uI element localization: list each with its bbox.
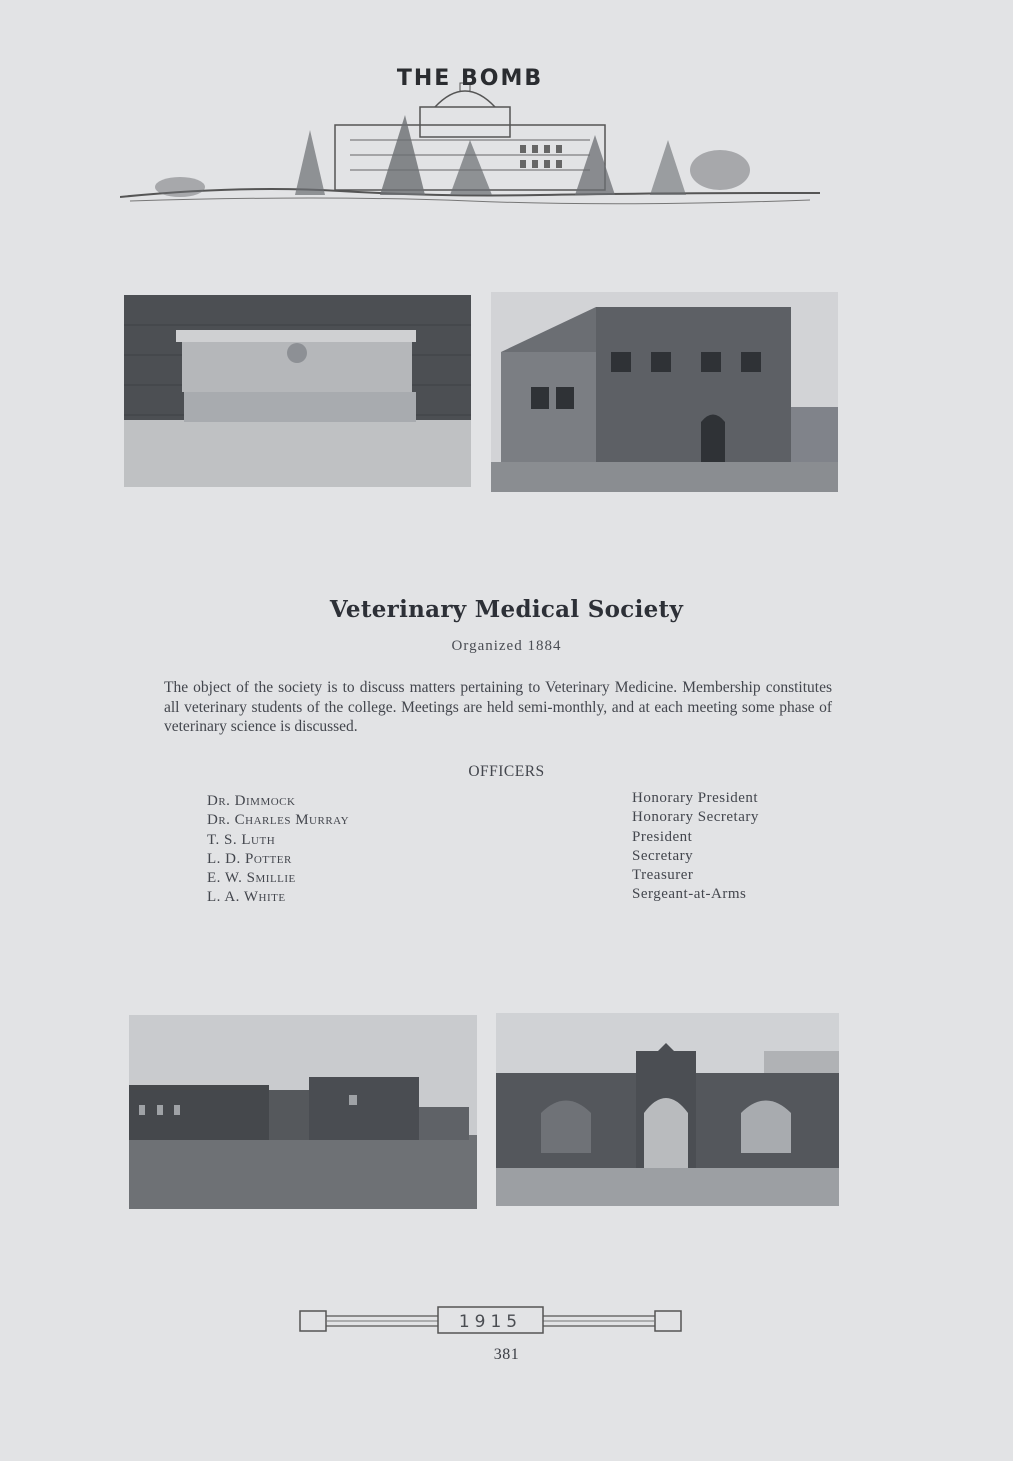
officer-title: President [632,828,693,845]
officer-title: Honorary Secretary [632,809,759,826]
officer-names-column [207,792,349,908]
officer-title: Sergeant-at-Arms [632,886,747,903]
campus-skyline-drawing [120,45,820,210]
officer-title: Treasurer [632,867,694,884]
field-photo [129,1015,477,1209]
officer-name: Dr. Dimmock [207,793,296,809]
society-description: The object of the society is to discuss matters pertaining to Veterinary Medicine. Membership constitutes all veterinary students of the college. Meetings are held semi-monthly, and at each meeting some phase of veterinary science is discussed. [164,679,832,735]
fountain-photo [124,295,471,487]
society-title: Veterinary Medical Society [329,596,684,623]
officer-name: T. S. Luth [207,831,276,848]
masthead-title: THE BOMB [396,66,544,91]
building-photo [491,292,838,492]
officer-name: L. D. Potter [207,850,292,867]
officer-name: L. A. White [207,889,286,906]
archway-photo [496,1013,839,1206]
officers-heading: OFFICERS [468,763,545,780]
organized-date: Organized 1884 [451,638,562,654]
year-text: 1915 [458,1312,523,1332]
officer-name: Dr. Charles Murray [207,812,350,829]
masthead [120,45,820,210]
officer-name: E. W. Smillie [207,870,296,887]
page-number: 381 [493,1346,520,1363]
officer-title: Honorary President [632,790,759,806]
officer-title: Secretary [632,847,694,864]
officer-titles-column [632,789,759,905]
year-banner [298,1303,683,1337]
